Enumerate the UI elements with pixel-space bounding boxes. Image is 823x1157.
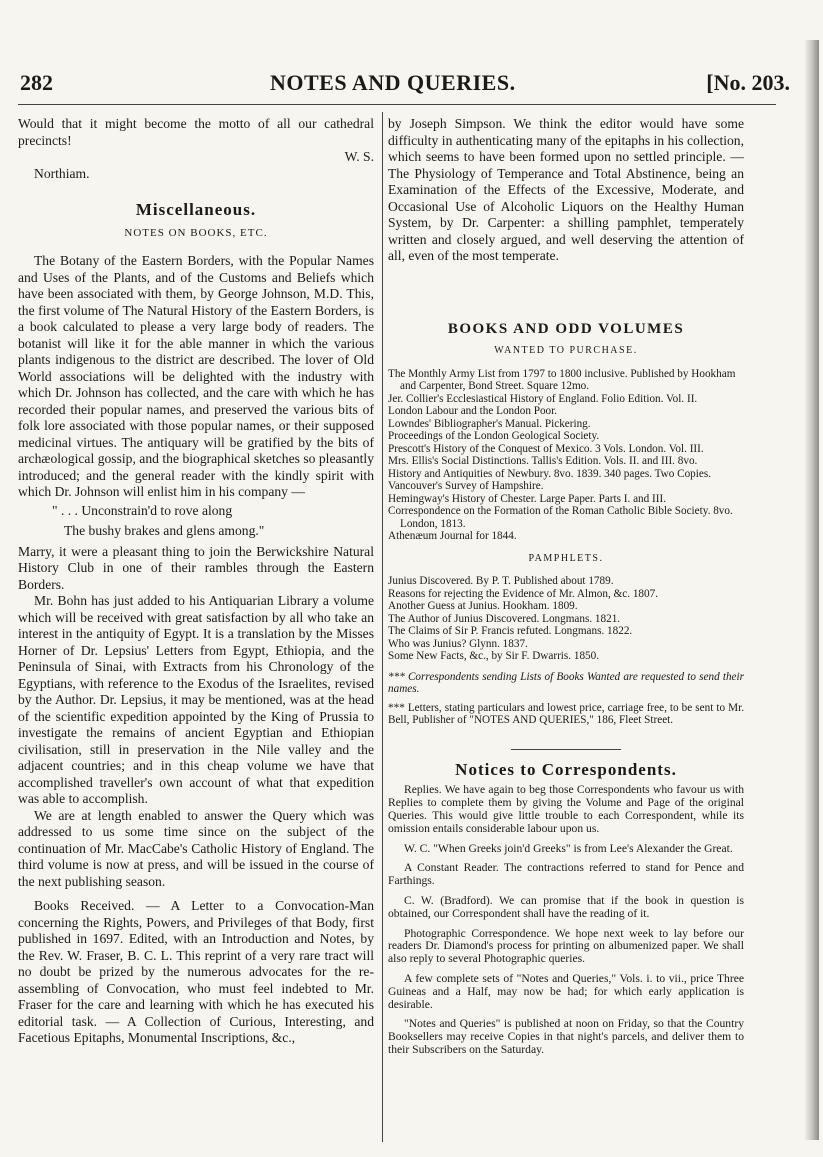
note-letters: *** Letters, stating particulars and lowest price, carriage free, to be sent to Mr. Bell, Publisher of "NOTES AND QUERIES," 186, Fleet Street. — [388, 701, 744, 727]
notice-item: C. W. (Bradford). We can promise that if the book in question is obtained, our Correspondent shall have the reading of it. — [388, 893, 744, 920]
list-item: History and Antiquities of Newbury. 8vo. 1839. 340 pages. Two Copies. — [388, 467, 712, 480]
list-item: London Labour and the London Poor. — [388, 405, 558, 417]
publication-title: NOTES AND QUERIES. — [270, 70, 516, 95]
section-rule — [511, 749, 621, 750]
wanted-heading: WANTED TO PURCHASE. — [494, 345, 638, 356]
list-item: Reasons for rejecting the Evidence of Mr. Almon, &c. 1807. — [388, 587, 658, 600]
list-item: The Claims of Sir P. Francis refuted. Longmans. 1822. — [388, 625, 633, 637]
list-item: Athenæum Journal for 1844. — [388, 530, 517, 542]
intro-line: Would that it might become the motto of all our cathedral precincts! — [18, 116, 374, 148]
books-odd-volumes-heading: BOOKS AND ODD VOLUMES — [447, 320, 685, 337]
paragraph-simpson: by Joseph Simpson. We think the editor would have some difficulty in authenticating many of the epitaphs in his collection, which seems to have been formed upon no settled principle. — The Physiology of Temperance and Total Abstinence, being an Examination of the Effects of the Excessive, Moderate, and Occasional Use of Alcoholic Liquors on the Healthy Human System, by Dr. Carpenter: a shilling pamphlet, temperately written and closely argued, and well deserving the attention of all, even of the most temperate. — [388, 116, 744, 263]
paragraph-berwickshire: Marry, it were a pleasant thing to join the Berwickshire Natural History Club in one of their rambles through the Eastern Borders. — [18, 543, 374, 592]
list-item: Jer. Collier's Ecclesiastical History of England. Folio Edition. Vol. II. — [388, 392, 698, 405]
pamphlets-heading: PAMPHLETS. — [528, 552, 604, 564]
paragraph-botany: The Botany of the Eastern Borders, with the Popular Names and Uses of the Plants, and of the Customs and Beliefs which have been associated with them, by George Johnson, M.D. This, the first volume of The Natural History of the Eastern Borders, is a book calculated to please a very large body of readers. The botanist will like it for the able manner in which the various plants indigenous to the district are described. The lover of Old World associations will be delighted with the industry with which Dr. Johnson has collected, and the care with which he has recorded their popular names, and preserved the various bits of folk lore associated with those popular names, or their supposed medicinal virtues. The antiquary will be gratified by the bits of archæological gossip, and the biographical sketches so pleasantly introduced; and the general reader with the kindly spirit with which Dr. Johnson will enlist him in his company — — [18, 253, 374, 499]
books-wanted-list — [388, 368, 744, 543]
notice-item: "Notes and Queries" is published at noon on Friday, so that the Country Booksellers may receive Copies in that night's parcels, and deliver them to their Subscribers on the Saturday. — [388, 1017, 744, 1056]
list-item: Some New Facts, &c., by Sir F. Dwarris. 1850. — [388, 650, 600, 662]
header-rule — [18, 104, 776, 105]
list-item: Lowndes' Bibliographer's Manual. Pickering. — [388, 417, 591, 430]
list-item: Who was Junius? Glynn. 1837. — [388, 637, 528, 650]
pamphlets-list — [388, 575, 744, 663]
page-header — [20, 70, 790, 100]
miscellaneous-heading: Miscellaneous. — [135, 200, 257, 219]
place-name: Northiam. — [34, 165, 90, 181]
notice-item: Replies. We have again to beg those Correspondents who favour us with Replies to complete them by giving the Volume and Page of the original Queries. This would give little trouble to each Correspondent, while its omission entails considerable labour upon us. — [388, 783, 744, 835]
list-item: Mrs. Ellis's Social Distinctions. Tallis's Edition. Vols. II. and III. 8vo. — [388, 455, 698, 467]
notice-item: A few complete sets of "Notes and Queries," Vols. i. to vii., price Three Guineas and a Half, may now be had; for which early application is desirable. — [388, 971, 744, 1011]
notice-item: W. C. "When Greeks join'd Greeks" is from Lee's Alexander the Great. — [404, 841, 733, 855]
list-item: The Monthly Army List from 1797 to 1800 inclusive. Published by Hookham and Carpenter, Bond Street. Square 12mo. — [388, 367, 736, 392]
list-item: Proceedings of the London Geological Society. — [388, 430, 600, 442]
paragraph-lepsius: Mr. Bohn has just added to his Antiquarian Library a volume which will be received with great satisfaction by all who take an interest in the antiquity of Egypt. It is a translation by the Misses Horner of Dr. Lepsius' Letters from Egypt, Ethiopia, and the Peninsula of Sinai, with Extracts from his Chronology of the Egyptians, with reference to the Exodus of the Israelites, revised by the Author. Dr. Lepsius, it may be mentioned, was at the head of the scientific expedition appointed by the King of Prussia to investigate the remains of ancient Egyptian and Ethiopian civilisation, still in preservation in the Nile valley and the adjacent countries; and in this cheap volume we have that accomplished traveller's own account of what that expedition was able to accomplish. — [18, 593, 374, 806]
verse-line-2: The bushy brakes and glens among." — [64, 523, 265, 538]
list-item: Junius Discovered. By P. T. Published about 1789. — [388, 575, 614, 587]
paragraph-books-received: Books Received. — A Letter to a Convocation-Man concerning the Rights, Powers, and Privileges of that Body, first published in 1697. Edited, with an Introduction and Notes, by the Rev. W. Fraser, B. C. L. This reprint of a very rare tract will no doubt be prized by the numerous advocates for the re-assembling of Convocation, who must feel indebted to Mr. Fraser for the care and learning with which he has executed his editorial task. — A Collection of Curious, Interesting, and Facetious Epitaphs, Monumental Inscriptions, &c., — [18, 898, 374, 1045]
list-item: Prescott's History of the Conquest of Mexico. 3 Vols. London. Vol. III. — [388, 442, 704, 455]
column-divider — [382, 112, 383, 1142]
notes-on-books-heading: NOTES ON BOOKS, ETC. — [124, 226, 268, 239]
notice-item: Photographic Correspondence. We hope next week to lay before our readers Dr. Diamond's process for printing on albumenized paper. We shall also reply to several Photographic queries. — [388, 926, 744, 966]
note-correspondents-lists: *** Correspondents sending Lists of Books Wanted are requested to send their names. — [388, 670, 744, 696]
notices-heading: Notices to Correspondents. — [455, 759, 677, 779]
verse-line-1: " . . . Unconstrain'd to rove along — [52, 502, 233, 518]
left-column — [18, 116, 374, 1047]
paragraph-maccabe: We are at length enabled to answer the Query which was addressed to us some time since on the subject of the continuation of Mr. MacCabe's Catholic History of England. The third volume is now at press, and will be issued in the course of the next publishing season. — [18, 807, 374, 889]
list-item: Hemingway's History of Chester. Large Paper. Parts I. and III. — [388, 492, 667, 505]
intro-signature-row — [18, 149, 374, 166]
list-item: Correspondence on the Formation of the Roman Catholic Bible Society. 8vo. London, 1813. — [388, 505, 733, 530]
list-item: The Author of Junius Discovered. Longmans. 1821. — [388, 612, 621, 625]
notice-item: A Constant Reader. The contractions referred to stand for Pence and Farthings. — [388, 861, 744, 888]
page-binding-edge — [805, 40, 819, 1140]
issue-number: [No. 203. — [706, 70, 790, 95]
page-number: 282 — [20, 70, 53, 95]
list-item: Another Guess at Junius. Hookham. 1809. — [388, 600, 578, 612]
list-item: Vancouver's Survey of Hampshire. — [388, 480, 544, 492]
intro-signature: W. S. — [344, 149, 374, 164]
right-column — [388, 116, 744, 1064]
